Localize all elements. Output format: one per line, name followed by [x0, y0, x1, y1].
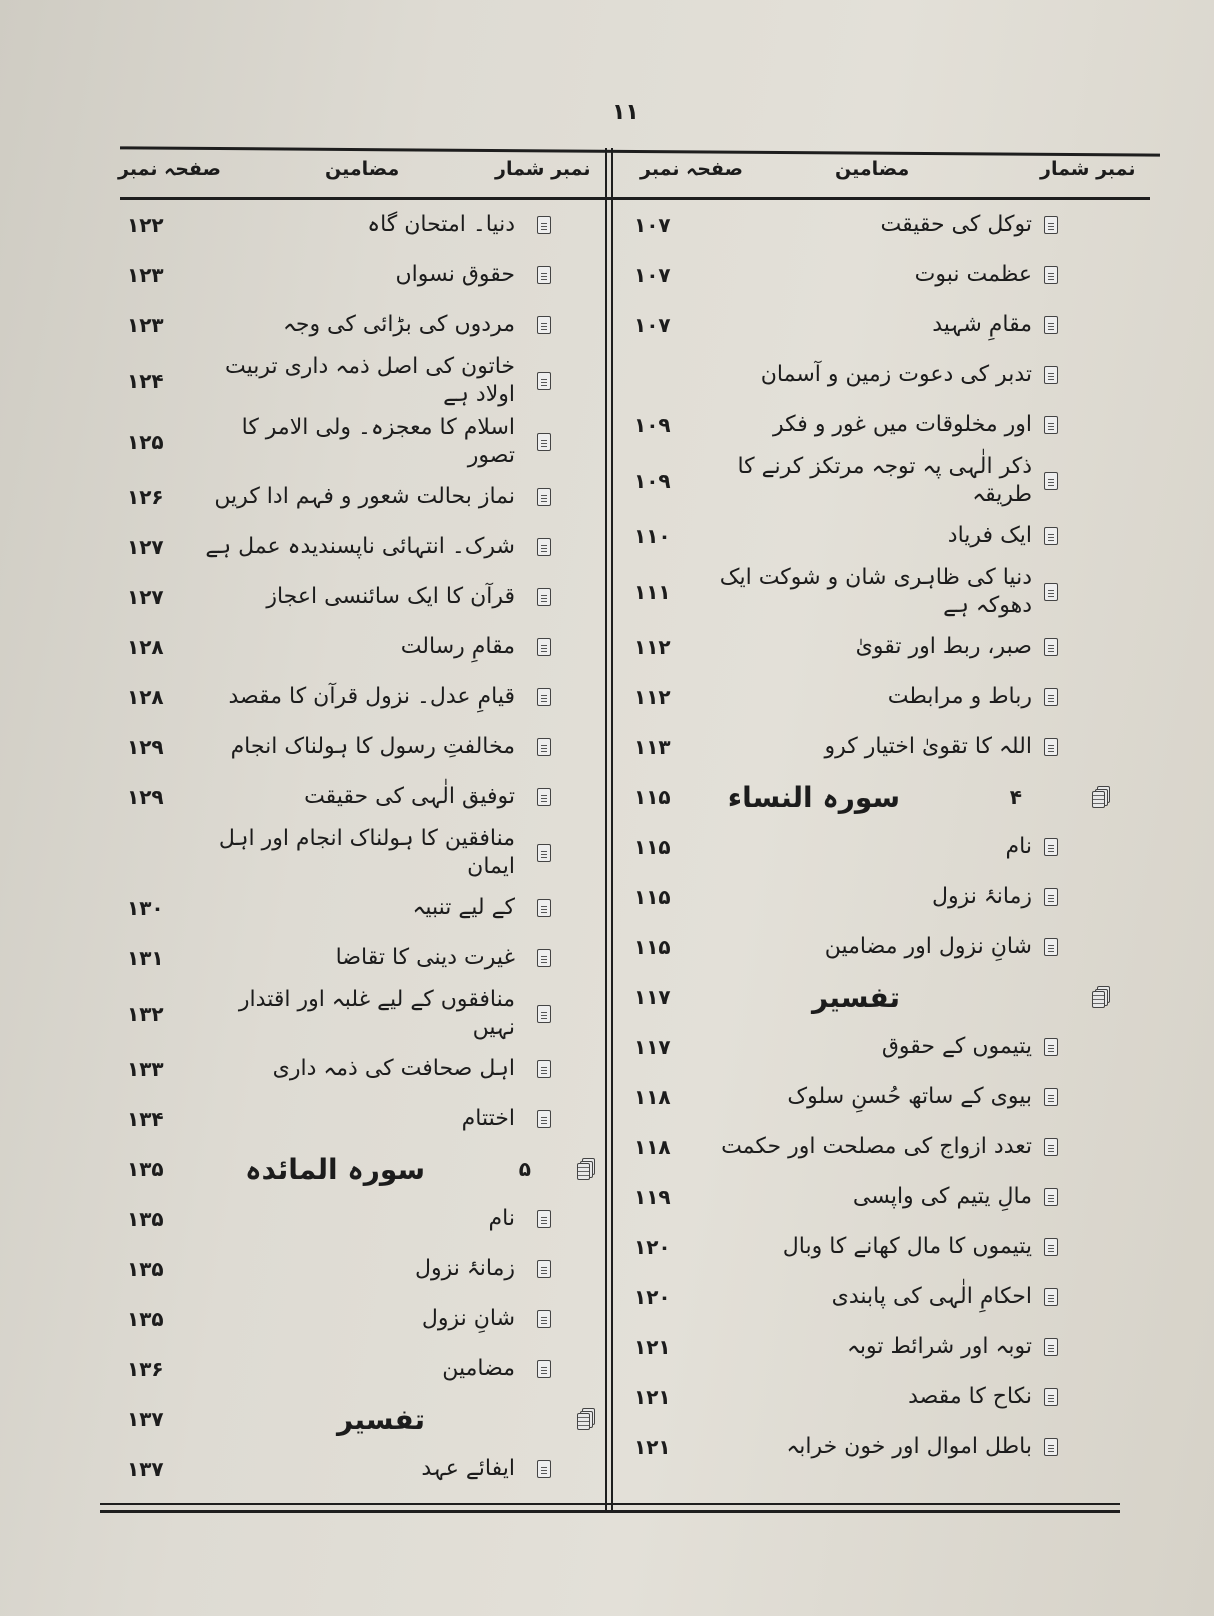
toc-row — [620, 872, 1150, 922]
stacked-documents-icon — [1092, 786, 1110, 808]
document-icon — [537, 433, 551, 451]
page-ref: ۱۲۰ — [634, 1285, 671, 1309]
page-ref: ۱۲۲ — [127, 213, 164, 237]
page-ref: ۱۱۵ — [634, 785, 671, 809]
right-header-page: صفحہ نمبر — [640, 158, 743, 180]
document-icon — [1044, 316, 1058, 334]
toc-row — [620, 511, 1150, 561]
toc-row — [115, 1094, 605, 1144]
toc-row — [115, 1244, 605, 1294]
document-icon — [537, 638, 551, 656]
document-icon — [1044, 1238, 1058, 1256]
document-icon — [537, 316, 551, 334]
page-ref: ۱۱۸ — [634, 1135, 671, 1159]
page-ref: ۱۲۳ — [127, 263, 164, 287]
toc-row — [115, 200, 605, 250]
page-ref: ۱۱۲ — [634, 685, 671, 709]
toc-section-row — [620, 772, 1150, 822]
topic-title: مخالفتِ رسول کا ہولناک انجام — [230, 734, 515, 760]
toc-row — [115, 933, 605, 983]
toc-section-row — [115, 1144, 605, 1194]
document-icon — [1044, 1188, 1058, 1206]
topic-title: قیامِ عدل۔ نزول قرآن کا مقصد — [228, 684, 515, 710]
topic-title: قرآن کا ایک سائنسی اعجاز — [266, 584, 515, 610]
toc-row — [115, 822, 605, 883]
stacked-documents-icon — [577, 1158, 595, 1180]
toc-row — [115, 672, 605, 722]
page-ref: ۱۲۴ — [127, 368, 164, 393]
page-ref: ۱۱۱ — [634, 579, 671, 604]
toc-row — [620, 1072, 1150, 1122]
document-icon — [537, 688, 551, 706]
topic-title: توفیق الٰہی کی حقیقت — [304, 784, 515, 810]
page-ref: ۱۲۰ — [634, 1235, 671, 1259]
toc-row — [115, 572, 605, 622]
document-icon — [537, 1005, 551, 1023]
topic-title: مقامِ شہید — [932, 312, 1032, 338]
page-ref: ۱۳۷ — [127, 1457, 164, 1481]
page-ref: ۱۳۰ — [127, 896, 164, 920]
document-icon — [1044, 1138, 1058, 1156]
topic-title: حقوق نسواں — [395, 262, 515, 288]
toc-row — [115, 983, 605, 1044]
page-ref: ۱۰۹ — [634, 413, 671, 437]
document-icon — [1044, 366, 1058, 384]
topic-title: بیوی کے ساتھ حُسنِ سلوک — [787, 1084, 1032, 1110]
topic-title: مقامِ رسالت — [400, 634, 515, 660]
page-ref: ۱۱۵ — [634, 935, 671, 959]
document-icon — [537, 1460, 551, 1478]
left-header-topics: مضامین — [325, 158, 400, 180]
toc-row — [115, 1444, 605, 1494]
topic-title: احکامِ الٰہی کی پابندی — [831, 1284, 1032, 1310]
toc-row — [620, 1422, 1150, 1472]
document-icon — [537, 1310, 551, 1328]
toc-right-column — [620, 200, 1150, 1472]
topic-title: ایک فریاد — [947, 523, 1032, 549]
page-ref: ۱۲۹ — [127, 735, 164, 759]
page-ref: ۱۱۷ — [634, 1035, 671, 1059]
page-ref: ۱۲۱ — [634, 1335, 671, 1359]
topic-title: غیرت دینی کا تقاضا — [335, 945, 515, 971]
page-ref: ۱۰۷ — [634, 313, 671, 337]
page-ref: ۱۳۲ — [127, 1001, 164, 1026]
document-icon — [1044, 216, 1058, 234]
page-ref: ۱۲۸ — [127, 685, 164, 709]
topic-title: نام — [1005, 834, 1032, 860]
document-icon — [537, 738, 551, 756]
topic-title: یتیموں کے حقوق — [881, 1034, 1032, 1060]
document-icon — [1044, 888, 1058, 906]
right-header-topics: مضامین — [835, 158, 910, 180]
document-icon — [537, 788, 551, 806]
toc-section-row — [115, 1394, 605, 1444]
page-ref: ۱۱۹ — [634, 1185, 671, 1209]
section-number: ۵ — [518, 1157, 531, 1181]
stacked-documents-icon — [577, 1408, 595, 1430]
topic-title: ایفائے عہد — [421, 1456, 515, 1482]
topic-title: منافقوں کے لیے غلبہ اور اقتدار نہیں — [238, 987, 515, 1040]
document-icon — [1044, 1038, 1058, 1056]
toc-row — [620, 672, 1150, 722]
page-ref: ۱۰۹ — [634, 468, 671, 493]
document-icon — [537, 372, 551, 390]
toc-row — [620, 561, 1150, 622]
toc-row — [620, 300, 1150, 350]
page-ref: ۱۲۸ — [127, 635, 164, 659]
page-ref: ۱۰۷ — [634, 213, 671, 237]
footer-rule-1 — [100, 1503, 1120, 1505]
topic-title: نام — [488, 1206, 515, 1232]
toc-row — [115, 472, 605, 522]
toc-row — [620, 1172, 1150, 1222]
document-icon — [1044, 1088, 1058, 1106]
footer-rule-2 — [100, 1510, 1120, 1513]
toc-row — [115, 300, 605, 350]
topic-title: رباط و مرابطت — [887, 684, 1032, 710]
page-ref: ۱۳۷ — [127, 1407, 164, 1431]
topic-title: تدبر کی دعوت زمین و آسمان — [760, 362, 1032, 388]
document-icon — [1044, 416, 1058, 434]
topic-title: نماز بحالت شعور و فہم ادا کریں — [214, 484, 515, 510]
document-icon — [537, 899, 551, 917]
document-icon — [1044, 583, 1058, 601]
toc-row — [620, 450, 1150, 511]
toc-row — [115, 250, 605, 300]
page-ref: ۱۲۷ — [127, 585, 164, 609]
page-ref: ۱۳۵ — [127, 1207, 164, 1231]
toc-row — [115, 1344, 605, 1394]
section-title: سورہ المائدہ — [245, 1152, 425, 1186]
page-ref: ۱۱۰ — [634, 524, 671, 548]
page-ref: ۱۳۵ — [127, 1307, 164, 1331]
topic-title: مالِ یتیم کی واپسی — [852, 1184, 1032, 1210]
topic-title: کے لیے تنبیہ — [412, 895, 515, 921]
section-title: تفسیر — [336, 1402, 425, 1436]
toc-row — [115, 722, 605, 772]
document-icon — [537, 588, 551, 606]
document-icon — [1044, 1338, 1058, 1356]
toc-row — [620, 1222, 1150, 1272]
page-ref: ۱۱۵ — [634, 885, 671, 909]
toc-row — [620, 622, 1150, 672]
document-icon — [537, 1260, 551, 1278]
document-icon — [537, 1210, 551, 1228]
toc-row — [620, 250, 1150, 300]
topic-title: شرک۔ انتہائی ناپسندیدہ عمل ہے — [205, 534, 515, 560]
document-icon — [1044, 638, 1058, 656]
topic-title: نکاح کا مقصد — [908, 1384, 1032, 1410]
toc-row — [620, 400, 1150, 450]
toc-left-column — [115, 200, 605, 1494]
toc-row — [115, 622, 605, 672]
page-ref: ۱۳۵ — [127, 1157, 164, 1181]
toc-row — [115, 411, 605, 472]
section-title: تفسیر — [811, 980, 900, 1014]
toc-row — [115, 1044, 605, 1094]
document-icon — [1044, 1288, 1058, 1306]
document-icon — [537, 216, 551, 234]
page-ref: ۱۲۷ — [127, 535, 164, 559]
topic-title: زمانۂ نزول — [932, 884, 1032, 910]
toc-row — [620, 350, 1150, 400]
document-icon — [537, 949, 551, 967]
document-icon — [1044, 1438, 1058, 1456]
toc-row — [620, 1122, 1150, 1172]
topic-title: اللہ کا تقویٰ اختیار کرو — [824, 734, 1032, 760]
topic-title: یتیموں کا مال کھانے کا وبال — [782, 1234, 1032, 1260]
toc-row — [620, 1372, 1150, 1422]
page-ref: ۱۱۲ — [634, 635, 671, 659]
toc-row — [115, 1194, 605, 1244]
toc-row — [620, 1272, 1150, 1322]
topic-title: اسلام کا معجزہ۔ ولی الامر کا تصور — [241, 415, 515, 468]
topic-title: توکل کی حقیقت — [880, 212, 1032, 238]
topic-title: تعدد ازواج کی مصلحت اور حکمت — [721, 1134, 1032, 1160]
document-icon — [537, 1060, 551, 1078]
page-number: ۱۱ — [612, 100, 639, 125]
topic-title: توبہ اور شرائط توبہ — [846, 1334, 1032, 1360]
topic-title: شانِ نزول — [421, 1306, 515, 1332]
topic-title: زمانۂ نزول — [415, 1256, 515, 1282]
document-icon — [1044, 838, 1058, 856]
document-icon — [537, 488, 551, 506]
topic-title: خاتون کی اصل ذمہ داری تربیت اولاد ہے — [224, 354, 515, 407]
topic-title: اور مخلوقات میں غور و فکر — [773, 412, 1032, 438]
page-ref: ۱۱۷ — [634, 985, 671, 1009]
document-icon — [537, 1360, 551, 1378]
toc-row — [620, 1322, 1150, 1372]
page-ref: ۱۲۵ — [127, 429, 164, 454]
topic-title: اختتام — [461, 1106, 515, 1132]
document-icon — [537, 538, 551, 556]
toc-section-row — [620, 972, 1150, 1022]
topic-title: منافقین کا ہولناک انجام اور اہل ایمان — [218, 826, 515, 879]
topic-title: باطل اموال اور خون خرابہ — [786, 1434, 1032, 1460]
left-header-serial: نمبر شمار — [495, 158, 591, 180]
topic-title: اہل صحافت کی ذمہ داری — [272, 1056, 515, 1082]
document-icon — [1044, 472, 1058, 490]
toc-row — [115, 883, 605, 933]
toc-row — [620, 200, 1150, 250]
page-ref: ۱۳۵ — [127, 1257, 164, 1281]
topic-title: مضامین — [442, 1356, 515, 1382]
document-icon — [1044, 1388, 1058, 1406]
toc-row — [620, 922, 1150, 972]
toc-row — [620, 722, 1150, 772]
page-ref: ۱۲۶ — [127, 485, 164, 509]
section-title: سورہ النساء — [727, 780, 900, 814]
page-ref: ۱۰۷ — [634, 263, 671, 287]
topic-title: دنیا کی ظاہری شان و شوکت ایک دھوکہ ہے — [719, 565, 1032, 618]
page-ref: ۱۳۶ — [127, 1357, 164, 1381]
document-icon — [537, 1110, 551, 1128]
page-ref: ۱۱۳ — [634, 735, 671, 759]
topic-title: مردوں کی بڑائی کی وجہ — [282, 312, 515, 338]
page-ref: ۱۲۹ — [127, 785, 164, 809]
toc-row — [115, 522, 605, 572]
topic-title: عظمت نبوت — [914, 262, 1032, 288]
page-ref: ۱۲۳ — [127, 313, 164, 337]
toc-row — [620, 822, 1150, 872]
header-top-rule — [120, 146, 1160, 156]
page-ref: ۱۲۱ — [634, 1435, 671, 1459]
page-ref: ۱۱۵ — [634, 835, 671, 859]
section-number: ۴ — [1009, 785, 1022, 809]
document-icon — [1044, 688, 1058, 706]
stacked-documents-icon — [1092, 986, 1110, 1008]
document-icon — [1044, 738, 1058, 756]
topic-title: صبر، ربط اور تقویٰ — [855, 634, 1032, 660]
toc-row — [115, 1294, 605, 1344]
page-ref: ۱۳۴ — [127, 1107, 164, 1131]
left-header-page: صفحہ نمبر — [118, 158, 221, 180]
toc-row — [115, 772, 605, 822]
document-icon — [1044, 938, 1058, 956]
topic-title: دنیا۔ امتحان گاہ — [367, 212, 515, 238]
page-ref: ۱۳۳ — [127, 1057, 164, 1081]
page-ref: ۱۱۸ — [634, 1085, 671, 1109]
page-ref: ۱۳۱ — [127, 946, 164, 970]
column-divider-2 — [611, 148, 613, 1510]
document-icon — [537, 266, 551, 284]
right-header-serial: نمبر شمار — [1040, 158, 1136, 180]
topic-title: ذکر الٰہی پہ توجہ مرتکز کرنے کا طریقہ — [737, 454, 1032, 507]
toc-row — [620, 1022, 1150, 1072]
topic-title: شانِ نزول اور مضامین — [824, 934, 1032, 960]
document-icon — [1044, 527, 1058, 545]
toc-row — [115, 350, 605, 411]
column-divider-1 — [605, 148, 607, 1510]
document-icon — [1044, 266, 1058, 284]
document-icon — [537, 844, 551, 862]
page-ref: ۱۲۱ — [634, 1385, 671, 1409]
